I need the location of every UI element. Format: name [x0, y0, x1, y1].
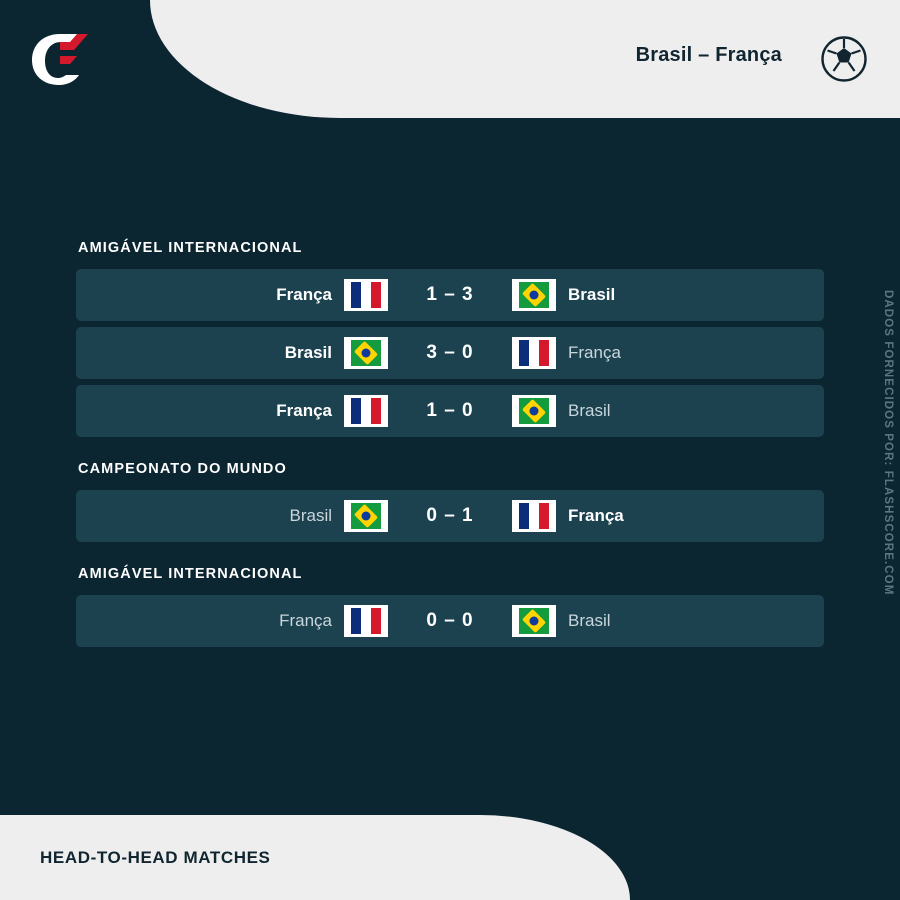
section-title: AMIGÁVEL INTERNACIONAL: [78, 566, 303, 582]
away-team-name: Brasil: [568, 611, 611, 630]
away-team-name: França: [568, 343, 621, 362]
brazil-flag: [344, 337, 388, 369]
france-flag: [344, 395, 388, 427]
home-team-name: Brasil: [284, 343, 332, 362]
france-flag: [344, 279, 388, 311]
home-team-name: Brasil: [289, 506, 332, 525]
data-provider-note: DADOS FORNECIDOS POR: FLASHSCORE.COM: [882, 290, 894, 596]
footer-bar: [0, 815, 900, 900]
home-team-name: França: [276, 401, 332, 420]
football-icon: [820, 35, 868, 83]
flashscore-logo[interactable]: [30, 30, 92, 88]
match-row[interactable]: [76, 269, 824, 321]
match-score: 0 – 1: [426, 505, 474, 526]
brazil-flag: [512, 279, 556, 311]
away-team-name: Brasil: [568, 401, 611, 420]
match-score: 0 – 0: [426, 610, 474, 631]
section-title: CAMPEONATO DO MUNDO: [78, 461, 287, 477]
away-team-name: França: [568, 506, 624, 525]
match-row[interactable]: [76, 327, 824, 379]
header-bar: [0, 0, 900, 118]
match-score: 1 – 3: [426, 284, 474, 305]
match-list: [76, 240, 824, 653]
match-row[interactable]: [76, 385, 824, 437]
france-flag: [512, 500, 556, 532]
header-light-area: [150, 0, 900, 118]
match-score: 1 – 0: [426, 400, 474, 421]
home-team-name: França: [279, 611, 332, 630]
match-row[interactable]: [76, 490, 824, 542]
match-score: 3 – 0: [426, 342, 474, 363]
footer-label: HEAD-TO-HEAD MATCHES: [40, 848, 271, 867]
brazil-flag: [344, 500, 388, 532]
away-team-name: Brasil: [568, 285, 616, 304]
france-flag: [512, 337, 556, 369]
match-row[interactable]: [76, 595, 824, 647]
france-flag: [344, 605, 388, 637]
section-title: AMIGÁVEL INTERNACIONAL: [78, 240, 303, 256]
brazil-flag: [512, 395, 556, 427]
brazil-flag: [512, 605, 556, 637]
match-title: Brasil – França: [635, 44, 782, 66]
home-team-name: França: [276, 285, 332, 304]
